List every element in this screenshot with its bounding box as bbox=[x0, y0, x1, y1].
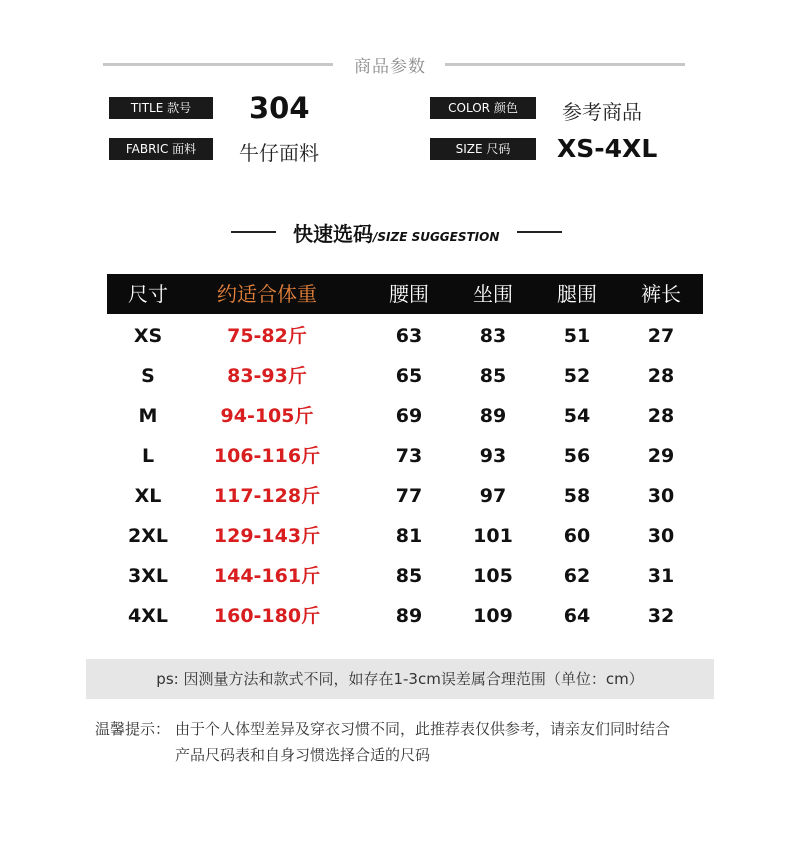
cell-thigh: 54 bbox=[563, 405, 591, 427]
size-suggestion-title-en: /SIZE SUGGESTION bbox=[373, 230, 500, 244]
cell-weight: 106-116斤 bbox=[213, 445, 321, 467]
size-suggestion-title-cn: 快速选码 bbox=[293, 222, 373, 246]
cell-thigh: 52 bbox=[563, 365, 591, 387]
table-row bbox=[107, 596, 703, 636]
section-title: 商品参数 bbox=[354, 57, 426, 77]
cell-size: XL bbox=[134, 485, 162, 507]
cell-weight: 83-93斤 bbox=[227, 365, 307, 387]
cell-waist: 85 bbox=[395, 565, 423, 587]
table-row bbox=[107, 516, 703, 556]
table-row bbox=[107, 396, 703, 436]
cell-waist: 65 bbox=[395, 365, 423, 387]
cell-weight: 129-143斤 bbox=[213, 525, 321, 547]
table-row bbox=[107, 356, 703, 396]
col-header-hip: 坐围 bbox=[473, 282, 513, 306]
cell-waist: 63 bbox=[395, 325, 423, 347]
cell-size: 3XL bbox=[128, 565, 168, 587]
measurement-note: ps: 因测量方法和款式不同，如存在1-3cm误差属合理范围（单位：cm） bbox=[156, 670, 644, 688]
cell-hip: 85 bbox=[479, 365, 507, 387]
cell-weight: 160-180斤 bbox=[213, 605, 321, 627]
cell-weight: 75-82斤 bbox=[227, 325, 307, 347]
measurement-note-box bbox=[86, 659, 714, 699]
size-range-value: XS-4XL bbox=[557, 134, 658, 163]
fabric-tag: FABRIC 面料 bbox=[109, 138, 213, 160]
cell-length: 32 bbox=[647, 605, 675, 627]
cell-length: 28 bbox=[647, 365, 675, 387]
table-row bbox=[107, 436, 703, 476]
cell-hip: 105 bbox=[473, 565, 513, 587]
cell-size: 4XL bbox=[128, 605, 168, 627]
cell-hip: 101 bbox=[473, 525, 513, 547]
cell-size: S bbox=[141, 365, 155, 387]
table-row bbox=[107, 556, 703, 596]
cell-length: 30 bbox=[647, 525, 675, 547]
cell-length: 28 bbox=[647, 405, 675, 427]
cell-thigh: 64 bbox=[563, 605, 591, 627]
cell-thigh: 62 bbox=[563, 565, 591, 587]
color-tag: COLOR 颜色 bbox=[430, 97, 536, 119]
cell-waist: 77 bbox=[395, 485, 423, 507]
col-header-length: 裤长 bbox=[641, 282, 681, 306]
cell-waist: 73 bbox=[395, 445, 423, 467]
cell-weight: 94-105斤 bbox=[220, 405, 314, 427]
fabric-value: 牛仔面料 bbox=[239, 141, 319, 165]
cell-length: 31 bbox=[647, 565, 675, 587]
cell-thigh: 58 bbox=[563, 485, 591, 507]
cell-size: 2XL bbox=[128, 525, 168, 547]
cell-thigh: 56 bbox=[563, 445, 591, 467]
cell-weight: 117-128斤 bbox=[213, 485, 321, 507]
tip-line-1: 由于个人体型差异及穿衣习惯不同，此推荐表仅供参考，请亲友们同时结合 bbox=[175, 720, 671, 738]
header-divider-right bbox=[445, 63, 685, 66]
cell-thigh: 60 bbox=[563, 525, 591, 547]
cell-thigh: 51 bbox=[563, 325, 591, 347]
cell-waist: 89 bbox=[395, 605, 423, 627]
tip-line-2: 产品尺码表和自身习惯选择合适的尺码 bbox=[175, 746, 431, 764]
suggestion-divider-right bbox=[517, 231, 562, 233]
title-value: 304 bbox=[249, 91, 310, 125]
cell-hip: 109 bbox=[473, 605, 513, 627]
col-header-weight: 约适合体重 bbox=[217, 282, 317, 306]
table-row bbox=[107, 476, 703, 516]
cell-length: 29 bbox=[647, 445, 675, 467]
col-header-size: 尺寸 bbox=[128, 282, 168, 306]
cell-waist: 81 bbox=[395, 525, 423, 547]
cell-weight: 144-161斤 bbox=[213, 565, 321, 587]
title-tag: TITLE 款号 bbox=[109, 97, 213, 119]
table-row bbox=[107, 316, 703, 356]
col-header-thigh: 腿围 bbox=[557, 282, 597, 306]
header-divider-left bbox=[103, 63, 333, 66]
cell-length: 30 bbox=[647, 485, 675, 507]
cell-size: M bbox=[138, 405, 158, 427]
cell-hip: 93 bbox=[479, 445, 507, 467]
size-tag: SIZE 尺码 bbox=[430, 138, 536, 160]
size-suggestion-title bbox=[293, 218, 513, 247]
size-table-header bbox=[107, 274, 703, 314]
color-value: 参考商品 bbox=[562, 100, 642, 124]
cell-hip: 89 bbox=[479, 405, 507, 427]
cell-hip: 83 bbox=[479, 325, 507, 347]
cell-length: 27 bbox=[647, 325, 675, 347]
col-header-waist: 腰围 bbox=[389, 282, 429, 306]
cell-waist: 69 bbox=[395, 405, 423, 427]
cell-size: L bbox=[141, 445, 155, 467]
cell-size: XS bbox=[133, 325, 163, 347]
suggestion-divider-left bbox=[231, 231, 276, 233]
tip-label: 温馨提示： bbox=[95, 720, 171, 738]
cell-hip: 97 bbox=[479, 485, 507, 507]
